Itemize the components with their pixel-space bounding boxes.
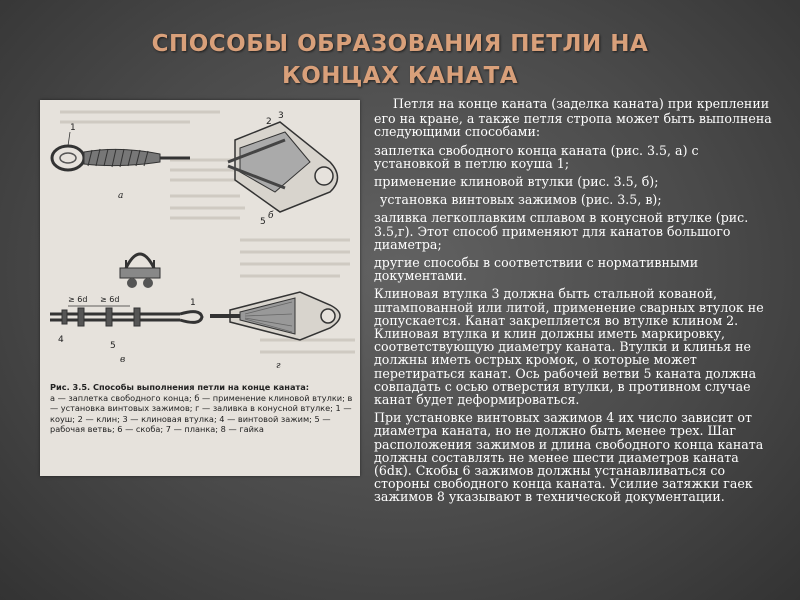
figure-caption-body: а — заплетка свободного конца; б — применение клиновой втулки; в — установка винтовых зажимов; г — заливка в конусной втулке; 1 — коуш; 2 — клин; 3 — клиновая втулка; 4 — винтовой зажим; 5 — рабочая ветвь; 6 — скоба; 7 — планка; 8 — гайка xyxy=(50,392,353,435)
slide-title-line1: СПОСОБЫ ОБРАЗОВАНИЯ ПЕТЛИ НА xyxy=(151,31,649,57)
paragraph-screw-clamps: При установке винтовых зажимов 4 их число зависит от диаметра каната, но не должно быть менее трех. Шаг расположения зажимов и длина свободного конца каната должны составлять не менее шести диаметров каната (6dк). Скобы 6 зажимов должны устанавливаться со стороны свободного конца каната. Усилие затяжки гаек зажимов 8 указывают в технической документации. xyxy=(374,410,764,505)
label-1: 1 xyxy=(70,123,76,133)
diagram-clamp-detail xyxy=(120,254,160,288)
label-b: б xyxy=(268,211,274,221)
figure-caption-title: Рис. 3.5. Способы выполнения петли на конце каната: xyxy=(50,382,310,392)
diagram-b-wedge-socket xyxy=(228,111,338,227)
figure-caption xyxy=(50,382,355,435)
label-5b: 5 xyxy=(110,341,116,351)
figure-scan xyxy=(40,100,360,476)
diagram-a-splice xyxy=(52,123,190,201)
paragraph-method-v: установка винтовых зажимов (рис. 3.5, в); xyxy=(380,192,662,208)
paragraph-method-a: заплетка свободного конца каната (рис. 3.5, а) с установкой в петлю коуша 1; xyxy=(374,142,699,171)
body-text xyxy=(374,97,774,509)
paragraph-method-g: заливка легкоплавким сплавом в конусной втулке (рис. 3.5,г). Этот способ применяют для канатов большого диаметра; xyxy=(374,210,749,252)
label-2: 2 xyxy=(266,117,272,127)
paragraph-wedge-socket: Клиновая втулка 3 должна быть стальной кованой, штампованной или литой, применение сварных втулок не допускается. Канат закрепляется во втулке клином 2. Клиновая втулка и клин должны иметь маркировку, соответствующую диаметру каната. Втулки и клинья не должны иметь острых кромок, о которые может перетираться канат. Ось рабочей ветви 5 каната должна совпадать с осью отверстия втулки, в противном случае канат будет деформироваться. xyxy=(374,286,764,408)
label-g: г xyxy=(276,361,281,371)
paragraph-method-b: применение клиновой втулки (рис. 3.5, б); xyxy=(374,174,659,190)
label-1b: 1 xyxy=(190,298,196,308)
dim-label-2: ≥ 6d xyxy=(100,295,120,304)
diagram-g-conical-socket xyxy=(210,292,340,371)
label-5: 5 xyxy=(260,217,266,227)
label-v: в xyxy=(120,355,126,365)
label-3: 3 xyxy=(278,111,284,121)
slide-title-line2: КОНЦАХ КАНАТА xyxy=(281,63,519,89)
paragraph-other-methods: другие способы в соответствии с нормативными документами. xyxy=(374,255,699,284)
slide-title xyxy=(40,28,760,92)
dim-label-1: ≥ 6d xyxy=(68,295,88,304)
label-4: 4 xyxy=(58,335,64,345)
diagram-c-screw-clamps xyxy=(50,295,202,365)
paragraph-intro-cont: его на кране, а также петля стропа может быть выполнена следующими способами: xyxy=(374,111,772,140)
label-a: а xyxy=(118,191,124,201)
paragraph-intro: Петля на конце каната (заделка каната) при креплении xyxy=(392,96,770,111)
